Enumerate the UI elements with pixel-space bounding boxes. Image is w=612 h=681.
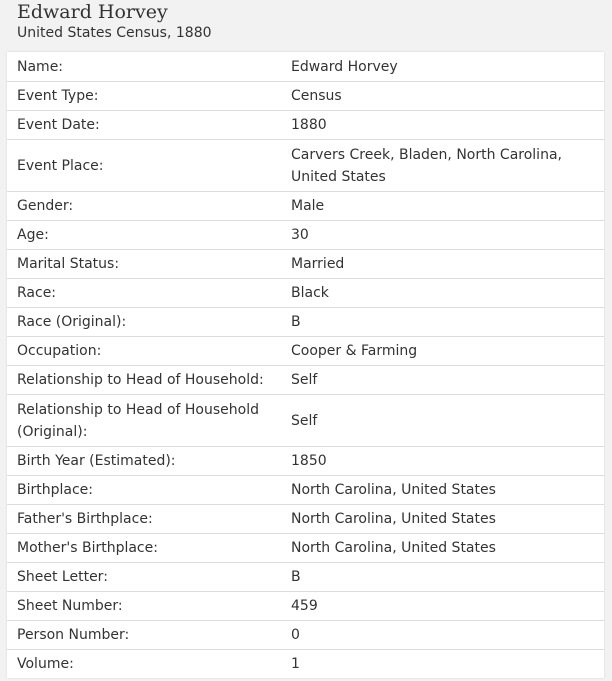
field-value: Self (291, 372, 318, 388)
field-value: Census (291, 88, 342, 104)
table-row (7, 278, 604, 307)
table-row (7, 394, 604, 446)
field-label: Relationship to Head of Household (Original): (17, 401, 259, 440)
table-row (7, 81, 604, 110)
field-value: Male (291, 198, 325, 214)
person-name-title: Edward Horvey (17, 1, 168, 23)
table-row (7, 249, 604, 278)
field-value: North Carolina, United States (291, 482, 496, 498)
field-label: Name: (17, 58, 64, 75)
field-label: Sheet Number: (17, 598, 123, 614)
field-label: Race: (17, 285, 57, 301)
field-label: Race (Original): (17, 314, 127, 330)
table-row (7, 191, 604, 220)
table-row (7, 620, 604, 649)
field-value: 30 (291, 227, 309, 243)
field-label: Volume: (17, 656, 74, 672)
field-value: North Carolina, United States (291, 511, 496, 527)
field-label: Father's Birthplace: (17, 511, 153, 527)
table-row (7, 562, 604, 591)
field-label: Birth Year (Estimated): (17, 453, 176, 469)
field-label: Occupation: (17, 343, 102, 359)
field-value: 1 (291, 656, 300, 672)
table-row (7, 336, 604, 365)
field-value: B (291, 569, 301, 585)
field-value: 1850 (291, 453, 327, 469)
field-value: Edward Horvey (291, 58, 398, 75)
table-row (7, 139, 604, 191)
field-label: Age: (17, 227, 49, 243)
record-details-table (7, 52, 604, 678)
field-value: 459 (291, 598, 318, 614)
field-label: Mother's Birthplace: (17, 540, 158, 556)
table-row (7, 52, 604, 81)
field-label: Sheet Letter: (17, 569, 108, 585)
field-value: Married (291, 256, 345, 272)
field-label: Birthplace: (17, 482, 93, 498)
record-header (17, 0, 212, 42)
field-value: Carvers Creek, Bladen, North Carolina, United States (291, 146, 562, 185)
table-row (7, 307, 604, 336)
field-label: Relationship to Head of Household: (17, 372, 264, 388)
collection-subtitle: United States Census, 1880 (17, 25, 212, 41)
field-label: Event Place: (17, 157, 104, 174)
field-value: Black (291, 285, 329, 301)
field-value: 0 (291, 627, 300, 643)
field-value: 1880 (291, 117, 327, 133)
field-label: Person Number: (17, 627, 130, 643)
field-value: Self (291, 412, 318, 429)
table-row (7, 475, 604, 504)
table-row (7, 365, 604, 394)
field-label: Event Type: (17, 88, 99, 104)
table-row (7, 504, 604, 533)
table-row (7, 591, 604, 620)
field-value: North Carolina, United States (291, 540, 496, 556)
field-value: Cooper & Farming (291, 343, 418, 359)
table-row (7, 220, 604, 249)
table-row (7, 446, 604, 475)
table-row (7, 533, 604, 562)
field-label: Event Date: (17, 117, 100, 133)
field-label: Gender: (17, 198, 74, 214)
table-row (7, 649, 604, 678)
field-label: Marital Status: (17, 256, 120, 272)
field-value: B (291, 314, 301, 330)
table-row (7, 110, 604, 139)
